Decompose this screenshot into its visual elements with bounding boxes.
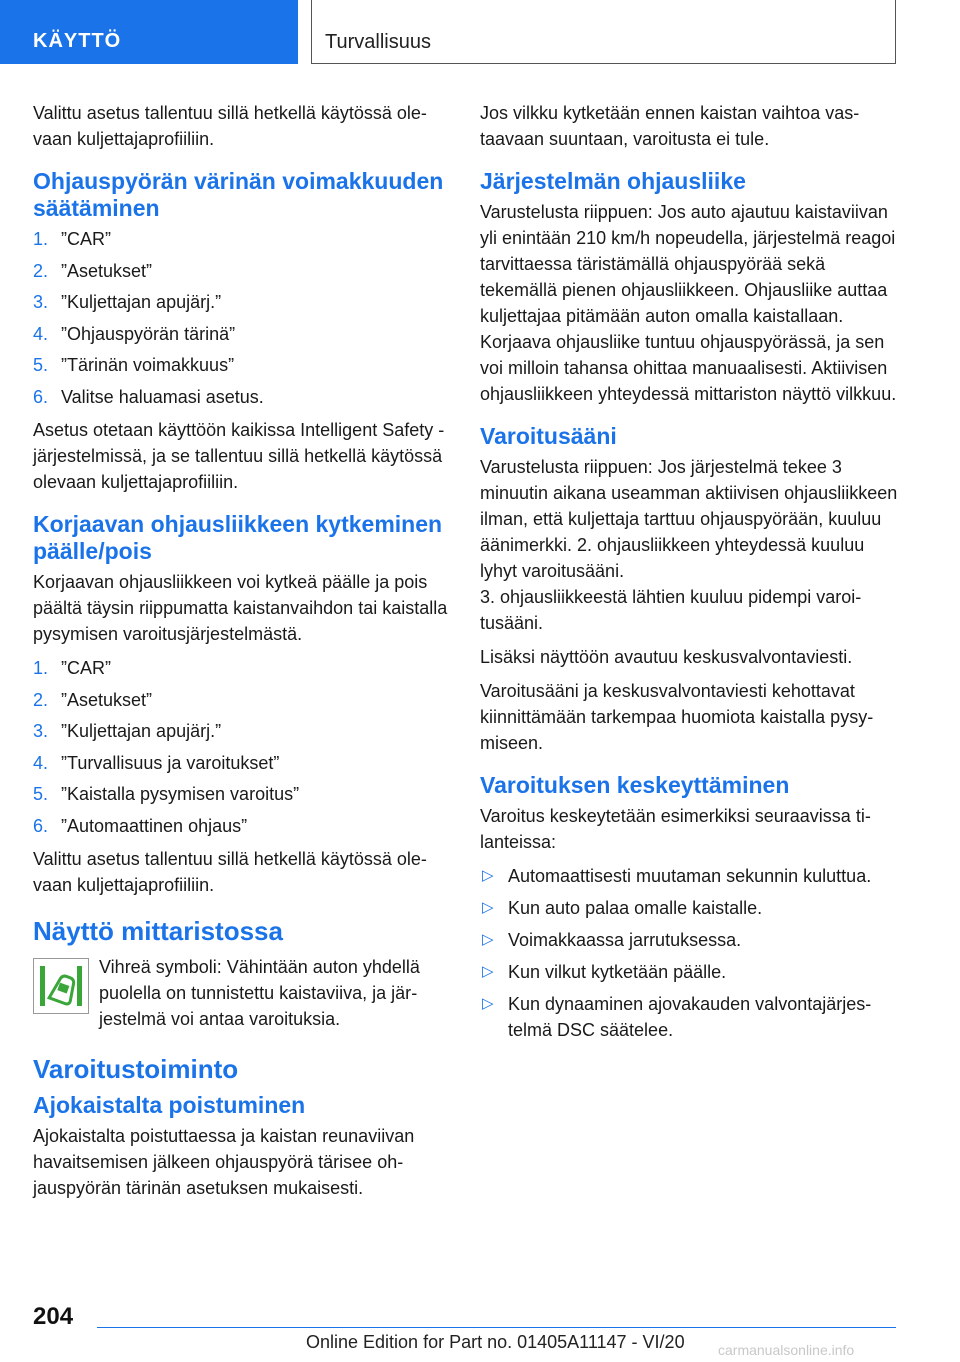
- list-item: ▷ Automaattisesti muutaman sekunnin kuluttua.: [480, 863, 898, 889]
- attention-paragraph: Varoitusääni ja keskusvalvontaviesti kehottavat kiinnittämään tarkempaa huomiota kaistalla pysymiseen.: [480, 681, 874, 753]
- list-item: 6. ”Automaattinen ohjaus”: [33, 815, 248, 836]
- list-item: 3. ”Kuljettajan apujärj.”: [33, 721, 222, 741]
- setting-paragraph: Asetus otetaan käyttöön kaikissa Intelligent Safety -järjestelmissä, ja se tallentuu sillä hetkellä käytössä olevaan kuljettajaprofiiliin.: [33, 420, 445, 492]
- section-label: KÄYTTÖ: [33, 30, 122, 52]
- intro-paragraph: Valittu asetus tallentuu sillä hetkellä käytössä olevaan kuljettajaprofiiliin.: [33, 103, 427, 149]
- list-item: ▷ Kun dynaaminen ajovakauden valvontajärjestelmä DSC säätelee.: [480, 991, 898, 1043]
- heading-corrective-steering: Korjaavan ohjausliikkeen kytkeminen päälle/pois: [33, 511, 443, 564]
- list-item: 3. ”Kuljettajan apujärj.”: [33, 292, 222, 312]
- heading-warning-sound: Varoitusääni: [480, 423, 617, 449]
- footer-edition: Online Edition for Part no. 01405A11147 - VI/20: [306, 1332, 685, 1352]
- watermark: carmanualsonline.info: [718, 1342, 855, 1358]
- sound-paragraph-2: 3. ohjausliikkeestä lähtien kuuluu pidempi varoitusääni.: [480, 587, 862, 633]
- list-item: 4. ”Ohjauspyörän tärinä”: [33, 323, 236, 344]
- list-item: 2. ”Asetukset”: [33, 260, 153, 281]
- triangle-right-icon: ▷: [482, 899, 494, 916]
- list-item: 2. ”Asetukset”: [33, 689, 153, 710]
- triangle-right-icon: ▷: [482, 995, 494, 1012]
- symbol-row: [33, 954, 451, 1032]
- heading-display: Näyttö mittaristossa: [33, 916, 283, 946]
- list-item: 6. Valitse haluamasi asetus.: [33, 386, 264, 407]
- list-item: 5. ”Kaistalla pysymisen varoitus”: [33, 784, 300, 804]
- triangle-right-icon: ▷: [482, 931, 494, 948]
- heading-system-steering: Järjestelmän ohjausliike: [480, 168, 746, 194]
- heading-lane-departure: Ajokaistalta poistuminen: [33, 1092, 306, 1118]
- heading-warning-function: Varoitustoiminto: [33, 1054, 239, 1084]
- list-item: 5. ”Tärinän voimakkuus”: [33, 355, 235, 375]
- footer-divider: [97, 1327, 896, 1328]
- heading-vibration-strength: Ohjauspyörän värinän voimakkuuden säätäminen: [33, 168, 444, 221]
- page-number: 204: [33, 1303, 74, 1330]
- corrective-steps-list: [33, 655, 451, 844]
- heading-warning-interrupt: Varoituksen keskeyttäminen: [480, 772, 790, 798]
- list-item: ▷ Kun vilkut kytketään päälle.: [480, 959, 898, 985]
- chapter-title: Turvallisuus: [325, 31, 431, 53]
- list-item: ▷ Kun auto palaa omalle kaistalle.: [480, 895, 898, 921]
- message-paragraph: Lisäksi näyttöön avautuu keskusvalvontaviesti.: [480, 647, 853, 667]
- interrupt-bullet-list: [480, 863, 898, 1043]
- list-item: 1. ”CAR”: [33, 658, 111, 678]
- blinker-paragraph: Jos vilkku kytketään ennen kaistan vaihtoa vastaavaan suuntaan, varoitusta ei tule.: [480, 103, 860, 149]
- list-item: 4. ”Turvallisuus ja varoitukset”: [33, 752, 280, 773]
- list-item: 1. ”CAR”: [33, 229, 111, 249]
- lane-assist-green-icon: [33, 958, 89, 1014]
- steering-paragraph: Varustelusta riippuen: Jos auto ajautuu kaistaviivan yli enintään 210 km/h nopeudella, järjestelmä reagoi tarvittaessa täristämällä ohjauspyörää sekä tekemällä pienen ohjausliikkeen. Ohjausliike auttaa kuljettajaa pitämään auton omalla kaistallaan. Korjaava ohjausliike tuntuu ohjauspyörässä, ja sen voi milloin tahansa ohittaa manuaalisesti. Aktiivisen ohjausliikkeen yhteydessä mittariston näyttö vilkkuu.: [480, 202, 897, 404]
- left-column: [33, 100, 451, 1209]
- triangle-right-icon: ▷: [482, 867, 494, 884]
- right-column: [480, 100, 898, 1049]
- corrective-paragraph: Korjaavan ohjausliikkeen voi kytkeä päälle ja pois päältä täysin riippumatta kaistanvaihdon tai kaistalla pysymisen varoitusjärjestelmästä.: [33, 572, 448, 644]
- saved-paragraph: Valittu asetus tallentuu sillä hetkellä käytössä olevaan kuljettajaprofiiliin.: [33, 849, 427, 895]
- chapter-box: [311, 0, 896, 64]
- list-item: ▷ Voimakkaassa jarrutuksessa.: [480, 927, 898, 953]
- sound-paragraph: Varustelusta riippuen: Jos järjestelmä tekee 3 minuutin aikana useamman aktiivisen ohjausliikkeen ilman, että kuljettaja tarttuu ohjauspyörään, kuuluu äänimerkki. 2. ohjausliikkeen yhteydessä kuuluu lyhyt varoitusääni.: [480, 457, 898, 581]
- interrupt-paragraph: Varoitus keskeytetään esimerkiksi seuraavissa tilanteissa:: [480, 806, 871, 852]
- lane-departure-paragraph: Ajokaistalta poistuttaessa ja kaistan reunaviivan havaitsemisen jälkeen ohjauspyörä tärisee ohjauspyörän tärinän asetuksen mukaisesti.: [33, 1126, 415, 1198]
- symbol-description: Vihreä symboli: Vähintään auton yhdellä puolella on tunnistettu kaistaviiva, ja järjestelmä voi antaa varoituksia.: [99, 957, 420, 1029]
- vibration-steps-list: [33, 226, 451, 415]
- triangle-right-icon: ▷: [482, 963, 494, 980]
- section-tab: [0, 0, 298, 64]
